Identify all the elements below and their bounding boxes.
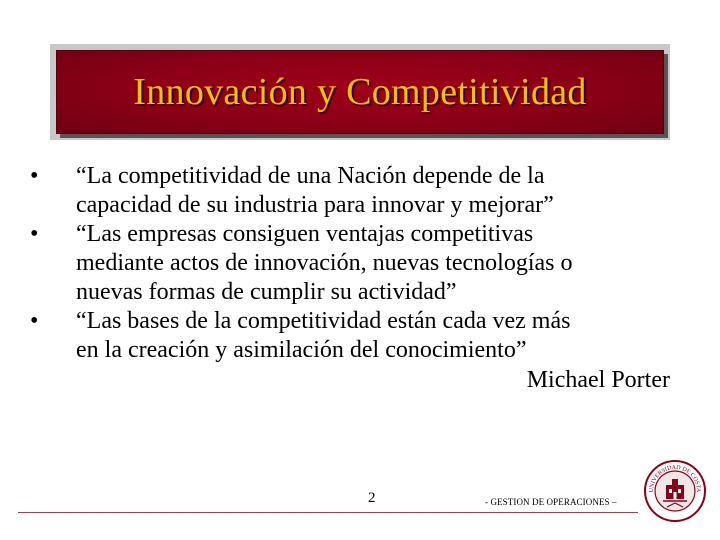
page-number: 2: [368, 490, 376, 506]
title-box: [56, 50, 664, 134]
slide-title: Innovación y Competitividad: [133, 71, 587, 113]
bullet-item: [22, 220, 682, 307]
bullet-text: “La competitividad de una Nación depende de la capacidad de su industria para innovar y mejorar”: [76, 163, 554, 218]
bullet-text: “Las empresas consiguen ventajas competitivas mediante actos de innovación, nuevas tecnologías o nuevas formas de cumplir su actividad”: [76, 221, 573, 305]
title-frame: [50, 44, 670, 140]
bullet-dot: •: [30, 308, 39, 334]
quote-author: Michael Porter: [526, 367, 670, 393]
bullet-item: [22, 307, 682, 365]
bullet-text: “Las bases de la competitividad están cada vez más en la creación y asimilación del conocimiento”: [76, 308, 571, 363]
bullet-dot: •: [30, 163, 39, 189]
bullet-item: [22, 162, 682, 220]
slide-content: [22, 162, 682, 395]
bullet-dot: •: [30, 221, 39, 247]
footer-label: - GESTION DE OPERACIONES –: [485, 497, 617, 507]
seal-text: UNIVERSIDAD DE COSTA: [648, 464, 702, 493]
university-seal-icon: [643, 459, 707, 523]
footer-divider: [18, 512, 638, 513]
